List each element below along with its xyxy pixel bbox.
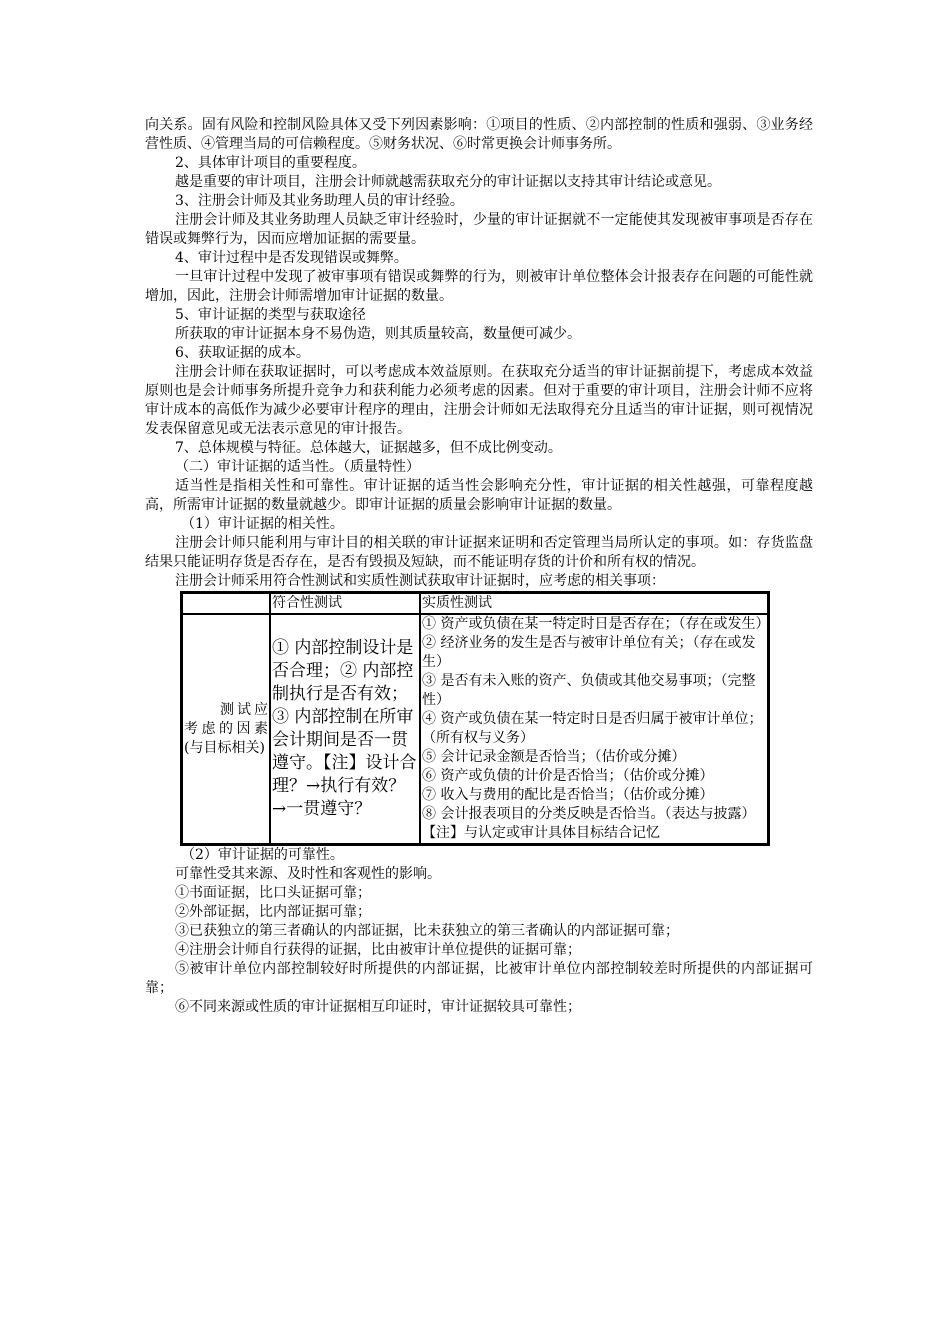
list-item: ⑤被审计单位内部控制较好时所提供的内部证据，比被审计单位内部控制较差时所提供的内部证据可靠； [145, 961, 813, 996]
paragraph: 注册会计师只能利用与审计目的相关联的审计证据来证明和否定管理当局所认定的事项。如：存货监盘结果只能证明存货是否存在，是否有毁损及短缺，而不能证明存货的计价和所有权的情况。 [145, 535, 813, 570]
table-header-compliance: 符合性测试 [270, 593, 420, 614]
section-heading: （二）审计证据的适当性。（质量特性） [175, 459, 420, 475]
paragraph: 注册会计师采用符合性测试和实质性测试获取审计证据时，应考虑的相关事项： [175, 573, 665, 589]
list-item: ①书面证据，比口头证据可靠； [175, 885, 371, 901]
paragraph: 可靠性受其来源、及时性和客观性的影响。 [175, 866, 441, 882]
paragraph: 4、审计过程中是否发现错误或舞弊。 [175, 250, 408, 266]
paragraph: 注册会计师及其业务助理人员缺乏审计经验时，少量的审计证据就不一定能使其发现被审事项是否存在错误或舞弊行为，因而应增加证据的需要量。 [145, 212, 813, 247]
paragraph: 5、审计证据的类型与获取途径 [175, 307, 366, 323]
paragraph: 向关系。固有风险和控制风险具体又受下列因素影响：①项目的性质、②内部控制的性质和强弱、③业务经营性质、④管理当局的可信赖程度。⑤财务状况、⑥时常更换会计师事务所。 [145, 117, 813, 152]
list-item: ②外部证据，比内部证据可靠； [175, 904, 371, 920]
substantive-test-cell [420, 614, 768, 844]
table-header-blank [182, 593, 270, 614]
paragraph: 6、获取证据的成本。 [175, 345, 310, 361]
compliance-test-cell: ① 内部控制设计是否合理；② 内部控制执行是否有效；③ 内部控制在所审会计期间是否一贯遵守。【注】设计合理？→执行有效？→一贯遵守？ [270, 614, 420, 844]
subsection-heading: （2）审计证据的可靠性。 [181, 847, 344, 863]
paragraphs-bottom [145, 846, 813, 1017]
list-item: ⑧ 会计报表项目的分类反映是否恰当。（表达与披露） [422, 806, 756, 822]
paragraph: 所获取的审计证据本身不易伪造，则其质量较高，数量便可减少。 [175, 326, 581, 342]
paragraph: 越是重要的审计项目，注册会计师就越需获取充分的审计证据以支持其审计结论或意见。 [175, 174, 721, 190]
paragraph: 适当性是指相关性和可靠性。审计证据的适当性会影响充分性，审计证据的相关性越强，可靠程度越高，所需审计证据的数量就越少。即审计证据的质量会影响审计证据的数量。 [145, 478, 813, 513]
factor-label: 测试应考虑的因素(与目标相关) [184, 701, 268, 756]
list-item: ③已获独立的第三者确认的内部证据，比未获独立的第三者确认的内部证据可靠； [175, 923, 679, 939]
table-row [182, 614, 768, 844]
list-item: ⑦ 收入与费用的配比是否恰当；（估价或分摊） [422, 787, 714, 803]
list-item: ④注册会计师自行获得的证据，比由被审计单位提供的证据可靠； [175, 942, 581, 958]
subsection-heading: （1）审计证据的相关性。 [181, 516, 344, 532]
paragraph: 7、总体规模与特征。总体越大，证据越多，但不成比例变动。 [175, 440, 562, 456]
paragraph: 2、具体审计项目的重要程度。 [175, 155, 366, 171]
list-item: ① 资产或负债在某一特定时日是否存在；（存在或发生） [422, 616, 770, 632]
list-item: ⑥ 资产或负债的计价是否恰当；（估价或分摊） [422, 768, 714, 784]
list-item: ③ 是否有未入账的资产、负债或其他交易事项；（完整性） [422, 673, 756, 708]
list-item: ② 经济业务的发生是否与被审计单位有关；（存在或发生） [422, 635, 756, 670]
table-note: 【注】与认定或审计具体目标结合记忆 [422, 825, 660, 841]
paragraph: 3、注册会计师及其业务助理人员的审计经验。 [175, 193, 464, 209]
table-header-row [182, 593, 768, 614]
paragraph: 一旦审计过程中发现了被审事项有错误或舞弊的行为，则被审计单位整体会计报表存在问题的可能性就增加，因此，注册会计师需增加审计证据的数量。 [145, 269, 813, 304]
paragraph: 注册会计师在获取证据时，可以考虑成本效益原则。在获取充分适当的审计证据前提下，考虑成本效益原则也是会计师事务所提升竞争力和获利能力必须考虑的因素。但对于重要的审计项目，注册会计师不应将审计成本的高低作为减少必要审计程序的理由，注册会计师如无法取得充分且适当的审计证据，则可视情况发表保留意见或无法表示意见的审计报告。 [145, 364, 813, 437]
list-item: ⑤ 会计记录金额是否恰当；（估价或分摊） [422, 749, 686, 765]
table-header-substantive: 实质性测试 [420, 593, 768, 614]
paragraphs-top [145, 116, 813, 591]
document-page [145, 116, 813, 1017]
list-item: ④ 资产或负债在某一特定时日是否归属于被审计单位；（所有权与义务） [422, 711, 763, 746]
comparison-table [180, 591, 770, 846]
list-item: ⑥不同来源或性质的审计证据相互印证时，审计证据较具可靠性； [175, 999, 581, 1015]
